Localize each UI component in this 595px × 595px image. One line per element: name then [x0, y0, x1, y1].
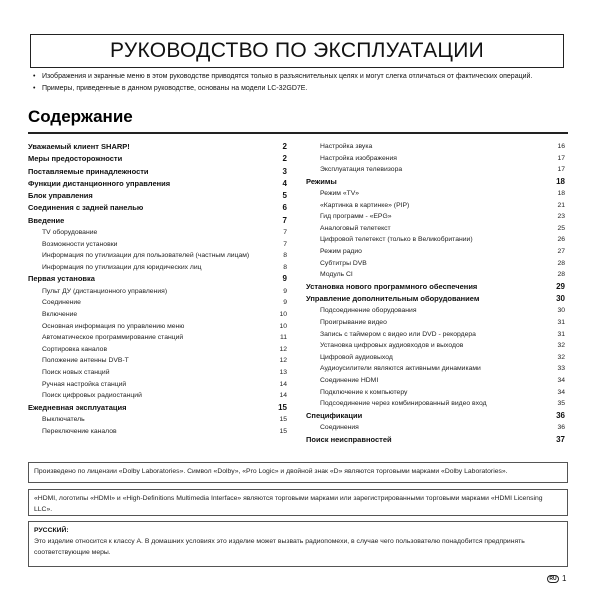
toc-entry — [28, 153, 287, 165]
toc-page-number: 11 — [279, 334, 287, 342]
toc-label: Функции дистанционного управления — [28, 178, 171, 188]
toc-label: Цифровой аудиовыход — [320, 353, 393, 361]
toc-entry — [306, 176, 565, 188]
toc-page-number: 32 — [557, 342, 565, 350]
contents-divider — [28, 132, 568, 134]
toc-subentry — [306, 398, 565, 410]
toc-subentry — [306, 352, 565, 364]
toc-label: Уважаемый клиент SHARP! — [28, 142, 130, 151]
toc-label: Переключение каналов — [42, 427, 117, 435]
toc-page-number: 29 — [556, 281, 565, 291]
toc-label: Ежедневная эксплуатация — [28, 402, 127, 412]
toc-label: Режимы — [306, 176, 337, 186]
toc-page-number: 32 — [557, 353, 565, 361]
toc-subentry — [306, 141, 565, 153]
toc-label: Подсоединение оборудования — [320, 307, 417, 315]
toc-entry — [28, 190, 287, 202]
toc-page-number: 21 — [557, 201, 565, 209]
toc-page-number: 15 — [279, 427, 287, 435]
toc-subentry — [28, 367, 287, 379]
toc-page-number: 14 — [279, 392, 287, 400]
toc-page-number: 18 — [557, 190, 565, 198]
toc-label: TV оборудование — [42, 229, 98, 237]
dolby-notice — [28, 462, 568, 483]
toc-subentry — [28, 332, 287, 344]
toc-page-number: 30 — [556, 294, 565, 304]
toc-subentry — [306, 387, 565, 399]
toc-right-column — [306, 141, 565, 446]
toc-label: Соединения — [320, 424, 359, 432]
toc-left-column — [28, 141, 287, 437]
toc-page-number: 8 — [283, 263, 287, 271]
toc-entry — [28, 215, 287, 227]
toc-label: Сортировка каналов — [42, 345, 108, 353]
toc-label: Пульт ДУ (дистанционного управления) — [42, 287, 168, 295]
toc-page-number: 9 — [282, 274, 287, 284]
toc-subentry — [28, 250, 287, 262]
page-footer — [547, 574, 566, 583]
toc-page-number: 2 — [282, 142, 287, 151]
toc-label: Поиск неисправностей — [306, 434, 392, 444]
toc-page-number: 18 — [556, 176, 565, 186]
toc-entry — [306, 434, 565, 446]
toc-subentry — [28, 262, 287, 274]
toc-label: Аналоговый телетекст — [320, 224, 391, 232]
toc-label: Субтитры DVB — [320, 259, 367, 267]
toc-subentry — [306, 329, 565, 341]
toc-label: Поставляемые принадлежности — [28, 166, 149, 176]
page-number: 1 — [562, 574, 567, 583]
toc-label: Информация по утилизации для пользователей (частным лицам) — [42, 252, 250, 260]
toc-label: Поиск цифровых радиостанций — [42, 392, 142, 400]
toc-page-number: 12 — [279, 345, 287, 353]
toc-entry — [28, 166, 287, 178]
toc-page-number: 34 — [557, 388, 565, 396]
toc-page-number: 10 — [279, 310, 287, 318]
toc-label: Меры предосторожности — [28, 154, 123, 164]
toc-label: Подключение к компьютеру — [320, 388, 408, 396]
toc-label: Спецификации — [306, 410, 363, 420]
toc-subentry — [28, 286, 287, 298]
toc-label: «Картинка в картинке» (PIP) — [320, 201, 410, 209]
toc-label: Установка нового программного обеспечения — [306, 281, 478, 291]
toc-subentry — [306, 200, 565, 212]
toc-page-number: 14 — [279, 380, 287, 388]
toc-label: Основная информация по управлению меню — [42, 322, 185, 330]
toc-label: Выключатель — [42, 415, 85, 423]
toc-page-number: 2 — [282, 154, 287, 164]
toc-subentry — [28, 355, 287, 367]
toc-label: Режим «TV» — [320, 190, 360, 198]
toc-subentry — [28, 239, 287, 251]
toc-page-number: 25 — [557, 224, 565, 232]
toc-page-number: 9 — [283, 299, 287, 307]
toc-label: Соединение — [42, 299, 81, 307]
toc-page-number: 30 — [557, 307, 565, 315]
toc-subentry — [28, 414, 287, 426]
toc-page-number: 33 — [557, 365, 565, 373]
toc-subentry — [306, 234, 565, 246]
dolby-text: Произведено по лицензии «Dolby Laboratories». Символ «Dolby», «Pro Logic» и двойной знак «D» являются торговыми марками «Dolby Laboratories». — [34, 468, 508, 475]
toc-label: Положение антенны DVB-T — [42, 357, 129, 365]
toc-page-number: 5 — [282, 191, 287, 201]
toc-label: Проигрывание видео — [320, 319, 387, 327]
toc-label: Первая установка — [28, 274, 95, 284]
toc-label: Введение — [28, 215, 65, 225]
toc-subentry — [306, 164, 565, 176]
toc-subentry — [306, 363, 565, 375]
toc-subentry — [306, 211, 565, 223]
toc-subentry — [28, 379, 287, 391]
toc-label: Управление дополнительным оборудованием — [306, 294, 480, 304]
toc-page-number: 3 — [282, 166, 287, 176]
toc-subentry — [306, 188, 565, 200]
toc-subentry — [28, 227, 287, 239]
toc-subentry — [306, 246, 565, 258]
toc-label: Подсоединение через комбинированный видео вход — [320, 400, 487, 408]
intro-notes — [33, 71, 573, 95]
toc-page-number: 36 — [556, 410, 565, 420]
toc-label: Соединения с задней панелью — [28, 203, 144, 213]
manual-title-box — [30, 34, 564, 68]
toc-page-number: 36 — [557, 424, 565, 432]
toc-label: Соединение HDMI — [320, 376, 379, 384]
toc-page-number: 17 — [557, 154, 565, 162]
toc-page-number: 15 — [279, 415, 287, 423]
toc-page-number: 28 — [557, 259, 565, 267]
toc-page-number: 28 — [557, 271, 565, 279]
toc-label: Поиск новых станций — [42, 368, 110, 376]
toc-page-number: 10 — [279, 322, 287, 330]
hdmi-text: «HDMI, логотипы «HDMI» и «High-Definitions Multimedia Interface» являются торговыми марками или зарегистрированными торговыми марками «HDMI Licensing LLC». — [34, 495, 543, 513]
toc-page-number: 7 — [283, 240, 287, 248]
note-item: • Примеры, приведенные в данном руководстве, основаны на модели LC-32GD7E. — [33, 83, 573, 95]
toc-subentry — [28, 309, 287, 321]
toc-subentry — [306, 305, 565, 317]
toc-label: Блок управления — [28, 191, 93, 201]
contents-heading: Содержание — [28, 107, 133, 126]
toc-subentry — [28, 390, 287, 402]
toc-subentry — [306, 422, 565, 434]
toc-page-number: 26 — [557, 236, 565, 244]
toc-page-number: 8 — [283, 252, 287, 260]
notice-text: Это изделие относится к классу А. В домашних условиях это изделие может вызвать радиопомехи, в случае чего пользователю понадобится предпринять соответствующие меры. — [34, 538, 525, 556]
toc-entry — [306, 281, 565, 293]
toc-subentry — [28, 297, 287, 309]
toc-page-number: 17 — [557, 166, 565, 174]
toc-subentry — [306, 340, 565, 352]
toc-subentry — [306, 317, 565, 329]
toc-subentry — [306, 258, 565, 270]
toc-subentry — [28, 321, 287, 333]
toc-page-number: 35 — [557, 400, 565, 408]
toc-page-number: 27 — [557, 248, 565, 256]
toc-entry — [28, 141, 287, 153]
toc-entry — [28, 178, 287, 190]
toc-subentry — [28, 426, 287, 438]
toc-page-number: 23 — [557, 213, 565, 221]
toc-label: Модуль CI — [320, 271, 353, 279]
toc-label: Аудиоусилители являются активными динамиками — [320, 365, 481, 373]
toc-page-number: 37 — [556, 434, 565, 444]
toc-entry — [306, 410, 565, 422]
toc-page-number: 13 — [279, 368, 287, 376]
toc-label: Настройка звука — [320, 143, 373, 150]
toc-subentry — [28, 344, 287, 356]
toc-subentry — [306, 375, 565, 387]
toc-label: Гид программ - «EPG» — [320, 213, 392, 221]
toc-label: Эксплуатация телевизора — [320, 166, 403, 174]
toc-entry — [306, 293, 565, 305]
toc-label: Информация по утилизации для юридических лиц — [42, 263, 202, 271]
class-a-notice — [28, 521, 568, 567]
toc-label: Настройка изображения — [320, 154, 397, 162]
toc-entry — [28, 402, 287, 414]
toc-page-number: 34 — [557, 376, 565, 384]
toc-page-number: 16 — [557, 143, 565, 150]
toc-page-number: 31 — [557, 319, 565, 327]
toc-label: Автоматическое программирование станций — [42, 334, 184, 342]
toc-subentry — [306, 223, 565, 235]
notice-heading: РУССКИЙ: — [34, 527, 69, 534]
toc-label: Включение — [42, 310, 78, 318]
hdmi-notice — [28, 489, 568, 516]
toc-page-number: 4 — [282, 178, 287, 188]
toc-label: Режим радио — [320, 248, 362, 256]
note-item: • Изображения и экранные меню в этом руководстве приводятся только в разъяснительных целях и могут слегка отличаться от фактических операций. — [33, 71, 573, 83]
toc-page-number: 31 — [557, 330, 565, 338]
toc-entry — [28, 202, 287, 214]
toc-page-number: 15 — [278, 402, 287, 412]
toc-subentry — [306, 153, 565, 165]
toc-label: Ручная настройка станций — [42, 380, 127, 388]
toc-page-number: 7 — [282, 215, 287, 225]
toc-subentry — [306, 269, 565, 281]
language-badge-icon: RU — [547, 575, 559, 583]
toc-page-number: 12 — [279, 357, 287, 365]
toc-entry — [28, 273, 287, 285]
toc-label: Запись с таймером с видео или DVD - рекордера — [320, 330, 476, 338]
toc-page-number: 7 — [283, 229, 287, 237]
toc-label: Возможности установки — [42, 240, 118, 248]
toc-page-number: 9 — [283, 287, 287, 295]
toc-label: Установка цифровых аудиовходов и выходов — [320, 342, 464, 350]
toc-page-number: 6 — [282, 203, 287, 213]
manual-title: РУКОВОДСТВО ПО ЭКСПЛУАТАЦИИ — [109, 39, 485, 62]
toc-label: Цифровой телетекст (только в Великобритании) — [320, 236, 473, 244]
